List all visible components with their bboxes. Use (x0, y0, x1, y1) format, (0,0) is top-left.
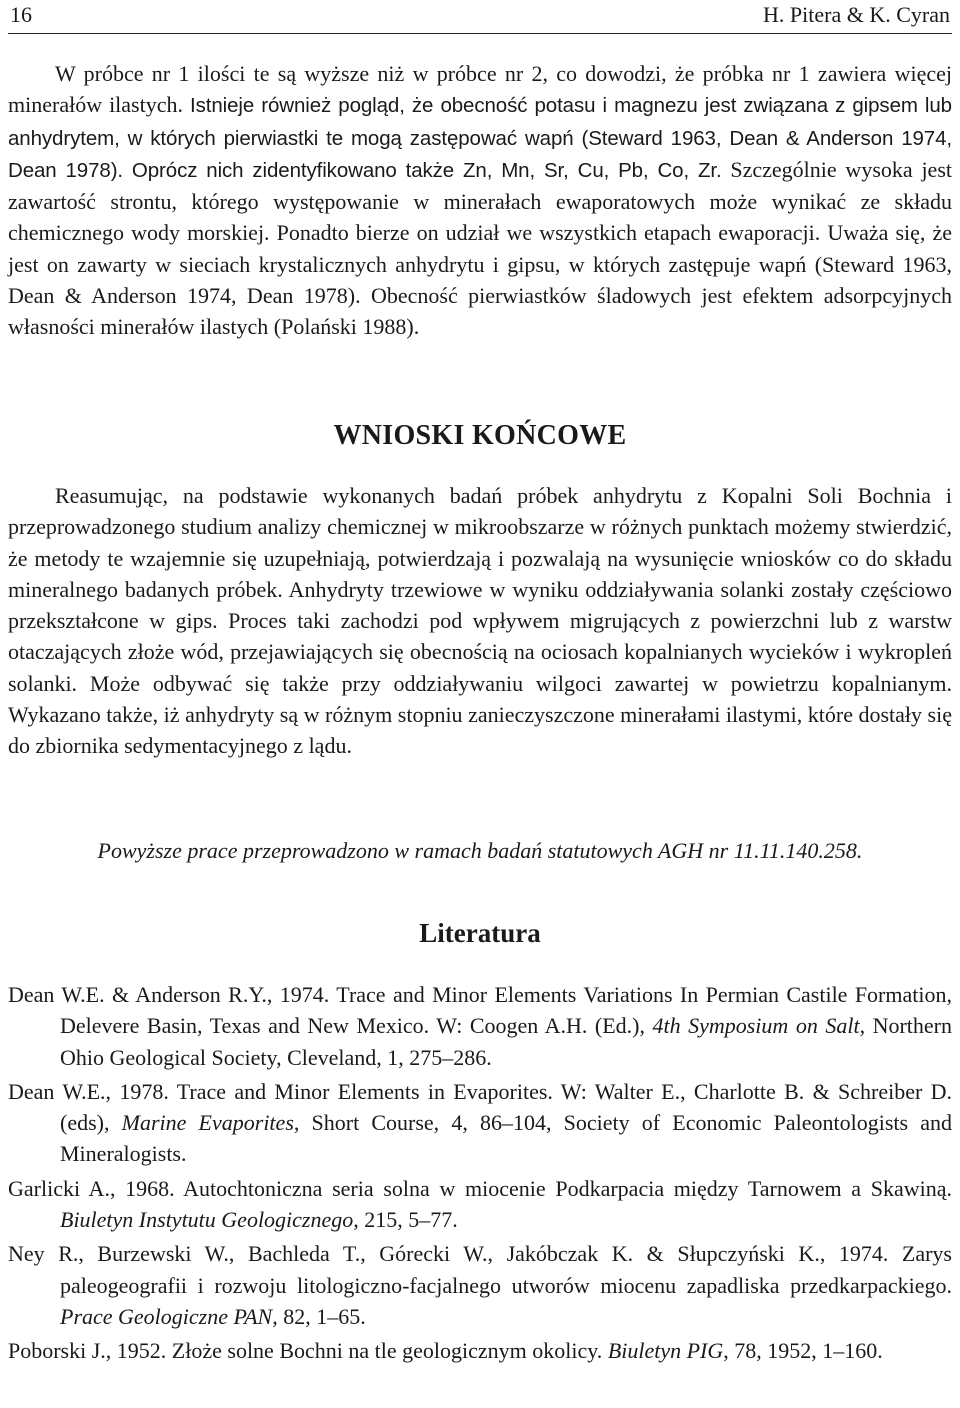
conclusions-paragraph: Reasumując, na podstawie wykonanych badań próbek anhydrytu z Kopalni Soli Bochnia i przeprowadzonego studium analizy chemicznej w mikroobszarze w różnych punktach możemy stwierdzić, że metody te wzajemnie się uzupełniają, potwierdzają i pozwalają na wysunięcie wniosków co do składu mineralnego badanych próbek. Anhydryty trzewiowe w wyniku oddziaływania solanki zostały częściowo przekształcone w gips. Proces taki zachodzi pod wpływem migrujących z powierzchni lub z warstw otaczających złoże wód, przejawiających się obecnością na ociosach kopalnianych wycieków i wykropleń solanki. Może odbywać się także przy oddziaływaniu wilgoci zawartej w powietrzu kopalnianym. Wykazano także, iż anhydryty są w różnym stopniu zanieczyszczone minerałami ilastymi, które dostały się do zbiornika sedymentacyjnego z lądu. (8, 483, 952, 759)
page-header (8, 0, 952, 34)
reference-item: Garlicki A., 1968. Autochtoniczna seria solna w miocenie Podkarpacia między Tarnowem a Skawiną. Biuletyn Instytutu Geologicznego, 215, 5–77. (8, 1175, 952, 1233)
conclusions-heading: WNIOSKI KOŃCOWE (333, 420, 627, 451)
body-paragraph-1 (8, 58, 952, 343)
page-number: 16 (10, 2, 32, 27)
reference-item: Ney R., Burzewski W., Bachleda T., Górecki W., Jakóbczak K. & Słupczyński K., 1974. Zarys paleogeografii i rozwoju litologiczno-facjalnego utworów miocenu zapadliska przedkarpackiego. Prace Geologiczne PAN, 82, 1–65. (8, 1241, 952, 1329)
acknowledgement-note: Powyższe prace przeprowadzono w ramach badań statutowych AGH nr 11.11.140.258. (97, 838, 863, 863)
reference-item: Dean W.E. & Anderson R.Y., 1974. Trace and Minor Elements Variations In Permian Castile Formation, Delevere Basin, Texas and New Mexico. W: Coogen A.H. (Ed.), 4th Symposium on Salt, Northern Ohio Geological Society, Cleveland, 1, 275–286. (8, 982, 952, 1070)
reference-item: Dean W.E., 1978. Trace and Minor Elements in Evaporites. W: Walter E., Charlotte B. & Schreiber D. (eds), Marine Evaporites, Short Course, 4, 86–104, Society of Economic Paleontologists and Mineralogists. (8, 1078, 952, 1167)
running-head-authors: H. Pitera & K. Cyran (763, 2, 950, 27)
literature-heading: Literatura (419, 918, 541, 948)
paragraph-1-sans-part: Istnieje również pogląd, że obecność potasu i magnezu jest związana z gipsem lub anhydrytem, w których pierwiastki te mogą zastępować wapń (Steward 1963, Dean & Anderson 1974, Dean 1978). Oprócz nich zidentyfikowano także Zn, Mn, Sr, Cu, Pb, Co, Zr. (8, 94, 952, 182)
reference-list (8, 979, 952, 1370)
paragraph-1-serif-part-b: Szczególnie wysoka jest zawartość strontu, którego występowanie w minerałach ewaporatowych może wynikać ze składu chemicznego wody morskiej. Ponadto bierze on udział we wszystkich etapach ewaporacji. Uważa się, że jest on zawarty w sieciach krystalicznych anhydrytu i gipsu, w których zastępuje wapń (Steward 1963, Dean & Anderson 1974, Dean 1978). Obecność pierwiastków śladowych jest efektem adsorpcyjnych własności minerałów ilastych (Polański 1988). (8, 156, 952, 340)
reference-item: Poborski J., 1952. Złoże solne Bochni na tle geologicznym okolicy. Biuletyn PIG, 78, 1952, 1–160. (8, 1338, 883, 1364)
paragraph-1-serif-part: W próbce nr 1 ilości te są wyższe niż w próbce nr 2, co dowodzi, że próbka nr 1 zawiera więcej minerałów ilastych. (8, 61, 952, 118)
